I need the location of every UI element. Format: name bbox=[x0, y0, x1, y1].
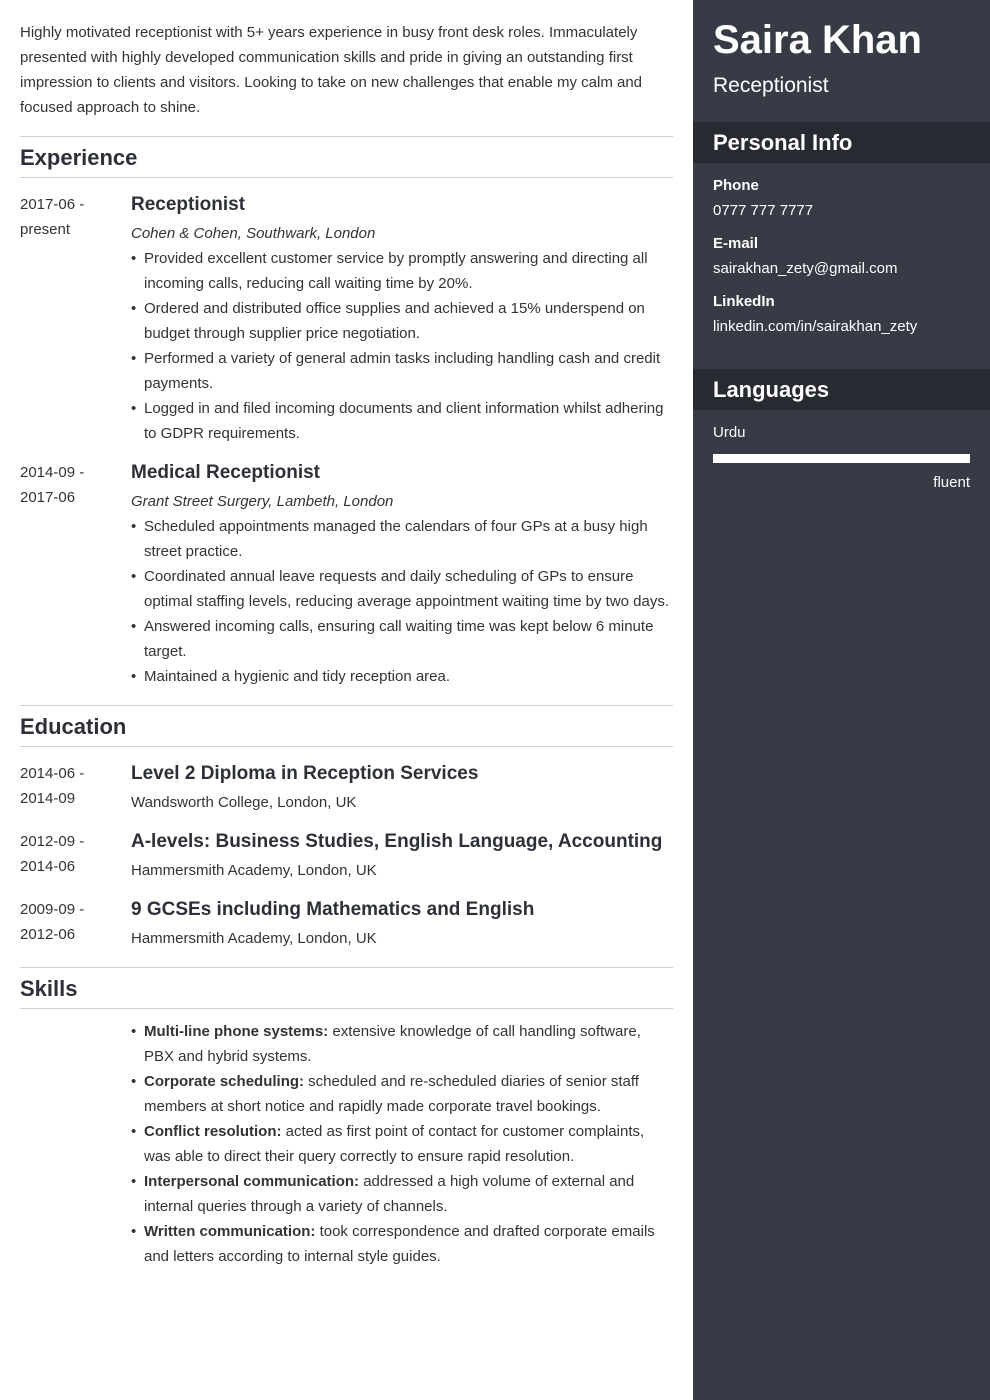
languages-section bbox=[693, 369, 990, 514]
list-item bbox=[131, 1019, 673, 1069]
list-item: • Coordinated annual leave requests and daily scheduling of GPs to ensure optimal staffing levels, reducing average appointment waiting time by two days. bbox=[131, 564, 673, 614]
phone-value[interactable]: 0777 777 7777 bbox=[713, 202, 814, 219]
degree-title: A-levels: Business Studies, English Language, Accounting bbox=[131, 831, 663, 852]
experience-heading: Experience bbox=[20, 137, 673, 178]
school: Hammersmith Academy, London, UK bbox=[131, 862, 377, 879]
sidebar bbox=[693, 0, 990, 1400]
list-item bbox=[131, 1169, 673, 1219]
list-item bbox=[131, 1219, 673, 1269]
experience-entry bbox=[20, 192, 673, 446]
school: Hammersmith Academy, London, UK bbox=[131, 930, 377, 947]
job-title: Medical Receptionist bbox=[131, 462, 320, 483]
skill-name: Written communication: bbox=[144, 1223, 316, 1240]
personal-info-section bbox=[693, 122, 990, 369]
personal-info-heading: Personal Info bbox=[693, 122, 990, 163]
education-section bbox=[20, 705, 673, 967]
list-item: • Logged in and filed incoming documents and client information whilst adhering to GDPR requirements. bbox=[131, 396, 673, 446]
skill-desc: took correspondence and drafted corporate emails and letters according to internal style guides. bbox=[144, 1223, 655, 1265]
skill-desc: scheduled and re-scheduled diaries of senior staff members at short notice and rapidly made corporate travel bookings. bbox=[144, 1073, 639, 1115]
degree-title: Level 2 Diploma in Reception Services bbox=[131, 763, 479, 784]
entry-date: 2009-09 - 2012-06 bbox=[20, 901, 85, 943]
education-entry bbox=[20, 897, 673, 951]
person-name: Saira Khan bbox=[713, 18, 922, 62]
person-role: Receptionist bbox=[713, 74, 829, 97]
skill-desc: acted as first point of contact for customer complaints, was able to direct their query correctly to ensure rapid resolution. bbox=[144, 1123, 645, 1165]
skill-name: Conflict resolution: bbox=[144, 1123, 282, 1140]
list-item: • Scheduled appointments managed the calendars of four GPs at a busy high street practice. bbox=[131, 514, 673, 564]
phone-label: Phone bbox=[713, 177, 759, 194]
education-heading: Education bbox=[20, 706, 673, 747]
language-level: fluent bbox=[933, 474, 970, 491]
list-item bbox=[131, 1119, 673, 1169]
experience-entry bbox=[20, 460, 673, 689]
job-title: Receptionist bbox=[131, 194, 246, 215]
degree-title: 9 GCSEs including Mathematics and English bbox=[131, 899, 535, 920]
skill-name: Corporate scheduling: bbox=[144, 1073, 305, 1090]
education-entry bbox=[20, 761, 673, 815]
entry-date: 2012-09 - 2014-06 bbox=[20, 833, 85, 875]
skills-heading: Skills bbox=[20, 968, 673, 1009]
list-item: • Answered incoming calls, ensuring call waiting time was kept below 6 minute target. bbox=[131, 614, 673, 664]
linkedin-value[interactable]: linkedin.com/in/sairakhan_zety bbox=[713, 318, 918, 335]
list-item: • Performed a variety of general admin tasks including handling cash and credit payments. bbox=[131, 346, 673, 396]
language-name: Urdu bbox=[713, 424, 746, 441]
company: Grant Street Surgery, Lambeth, London bbox=[131, 493, 394, 510]
school: Wandsworth College, London, UK bbox=[131, 794, 357, 811]
linkedin-label: LinkedIn bbox=[713, 293, 775, 310]
responsibilities-list bbox=[131, 514, 673, 689]
skills-list bbox=[131, 1019, 673, 1269]
education-entry bbox=[20, 829, 673, 883]
language-proficiency-bar bbox=[713, 454, 970, 463]
summary: Highly motivated receptionist with 5+ years experience in busy front desk roles. Immaculately presented with highly developed communication skills and pride in giving an outstanding first impression to clients and visitors. Looking to take on new challenges that enable my calm and focused approach to shine. bbox=[20, 24, 643, 116]
entry-date: 2014-06 - 2014-09 bbox=[20, 765, 85, 807]
list-item: • Provided excellent customer service by promptly answering and directing all incoming calls, reducing call waiting time by 20%. bbox=[131, 246, 673, 296]
entry-date: 2017-06 - present bbox=[20, 196, 85, 238]
skill-desc: extensive knowledge of call handling software, PBX and hybrid systems. bbox=[144, 1023, 641, 1065]
experience-section bbox=[20, 136, 673, 705]
email-value[interactable]: sairakhan_zety@gmail.com bbox=[713, 260, 898, 277]
skill-desc: addressed a high volume of external and internal queries through a variety of channels. bbox=[144, 1173, 635, 1215]
list-item: • Maintained a hygienic and tidy reception area. bbox=[131, 664, 673, 689]
skills-section bbox=[20, 967, 673, 1269]
skill-name: Interpersonal communication: bbox=[144, 1173, 360, 1190]
profile-header bbox=[693, 0, 990, 100]
language-proficiency-fill bbox=[713, 454, 970, 463]
languages-heading: Languages bbox=[693, 369, 990, 410]
list-item: • Ordered and distributed office supplies and achieved a 15% underspend on budget through supplier price negotiation. bbox=[131, 296, 673, 346]
email-label: E-mail bbox=[713, 235, 759, 252]
responsibilities-list bbox=[131, 246, 673, 446]
skill-name: Multi-line phone systems: bbox=[144, 1023, 329, 1040]
list-item bbox=[131, 1069, 673, 1119]
company: Cohen & Cohen, Southwark, London bbox=[131, 225, 376, 242]
entry-date: 2014-09 - 2017-06 bbox=[20, 464, 85, 506]
